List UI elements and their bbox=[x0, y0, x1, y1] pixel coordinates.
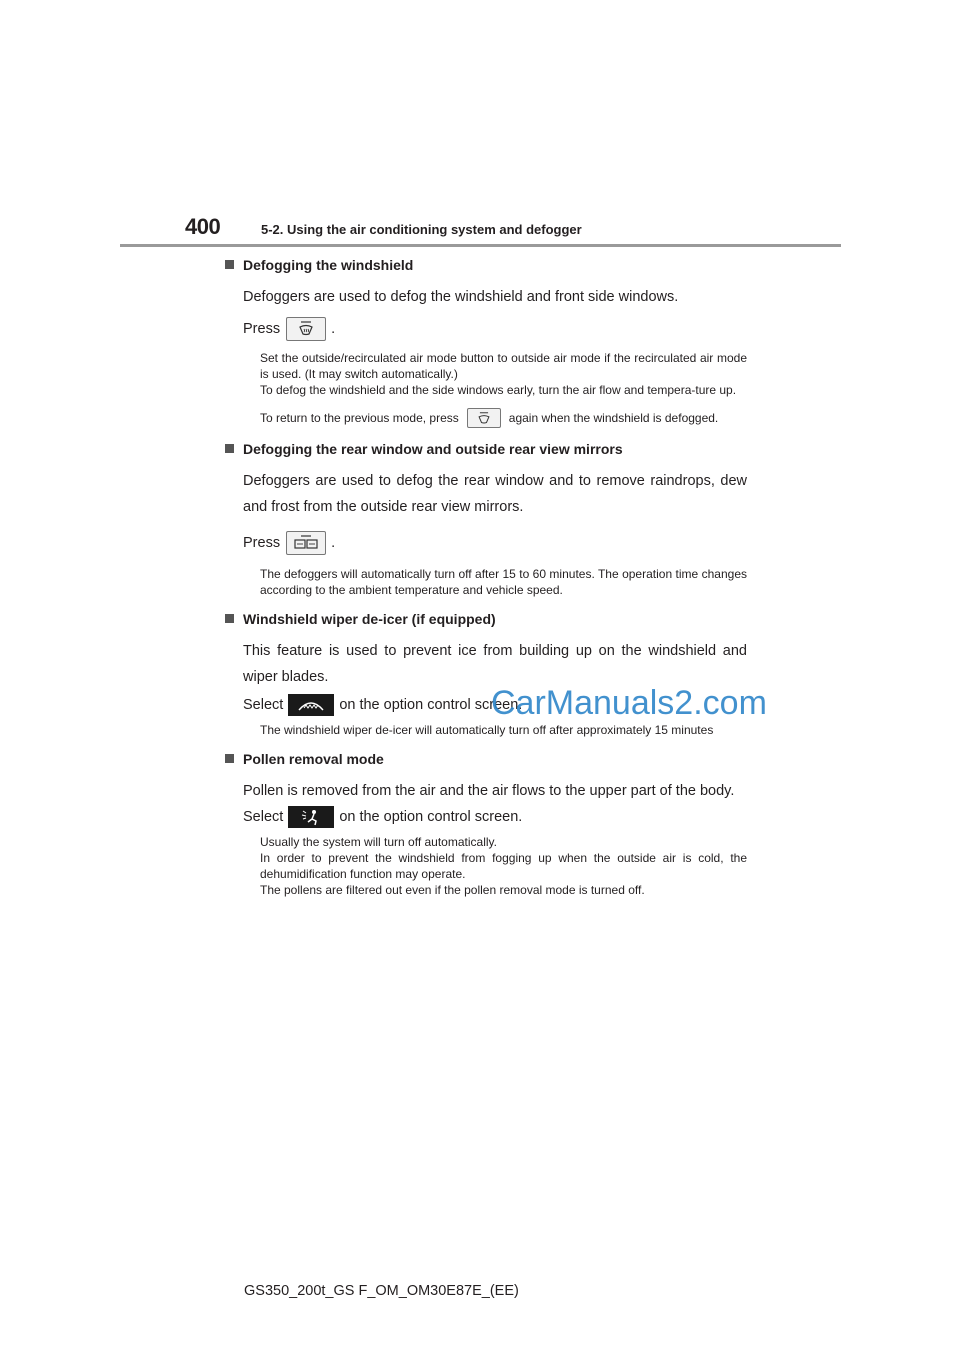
heading-text: Windshield wiper de-icer (if equipped) bbox=[243, 611, 496, 627]
paragraph: Pollen is removed from the air and the air flows to the upper part of the body. bbox=[243, 783, 735, 799]
heading-defog-rear bbox=[225, 440, 747, 458]
press-line bbox=[225, 530, 747, 556]
windshield-defogger-icon bbox=[467, 408, 501, 428]
bullet-square-icon bbox=[225, 614, 234, 623]
note-line: The windshield wiper de-icer will automatically turn off after approximately 15 minutes bbox=[260, 723, 714, 737]
section-title: 5-2. Using the air conditioning system and defogger bbox=[261, 222, 582, 237]
rear-defogger-icon bbox=[286, 531, 326, 555]
press-label: Press bbox=[243, 321, 281, 337]
note-line bbox=[260, 408, 747, 428]
note-line: Set the outside/recirculated air mode button to outside air mode if the recirculated air mode is used. (It may switch automatically.) bbox=[260, 351, 747, 381]
select-label: Select bbox=[243, 697, 284, 713]
page-number: 400 bbox=[185, 214, 221, 239]
paragraph: Defoggers are used to defog the rear window and to remove raindrops, dew and frost from the outside rear view mirrors. bbox=[243, 473, 747, 515]
note-text: again when the windshield is defogged. bbox=[508, 411, 719, 425]
footer-doc-id: GS350_200t_GS F_OM_OM30E87E_(EE) bbox=[244, 1283, 519, 1299]
header-rule bbox=[120, 244, 841, 247]
select-suffix: on the option control screen. bbox=[339, 697, 523, 713]
note bbox=[225, 566, 747, 598]
press-label: Press bbox=[243, 535, 281, 551]
content bbox=[225, 256, 747, 902]
note-line: In order to prevent the windshield from fogging up when the outside air is cold, the dehumidification function may operate. bbox=[260, 851, 747, 881]
heading-text: Defogging the rear window and outside rear view mirrors bbox=[243, 441, 623, 457]
note-line: Usually the system will turn off automatically. bbox=[260, 835, 497, 849]
heading-text: Pollen removal mode bbox=[243, 751, 384, 767]
pollen-removal-icon bbox=[288, 806, 334, 828]
heading-pollen-removal bbox=[225, 750, 747, 768]
heading-defog-windshield bbox=[225, 256, 747, 274]
select-suffix: on the option control screen. bbox=[339, 809, 523, 825]
heading-text: Defogging the windshield bbox=[243, 257, 414, 273]
note-line: The pollens are filtered out even if the pollen removal mode is turned off. bbox=[260, 883, 645, 897]
bullet-square-icon bbox=[225, 754, 234, 763]
note-text: To return to the previous mode, press bbox=[260, 411, 459, 425]
paragraph: Defoggers are used to defog the windshield and front side windows. bbox=[243, 289, 679, 305]
note bbox=[225, 722, 747, 738]
select-line bbox=[225, 804, 747, 830]
note bbox=[225, 834, 747, 898]
bullet-square-icon bbox=[225, 444, 234, 453]
wiper-deicer-icon bbox=[288, 694, 334, 716]
watermark: CarManuals2.com bbox=[491, 684, 767, 722]
note bbox=[225, 350, 747, 428]
paragraph: This feature is used to prevent ice from building up on the windshield and wiper blades. bbox=[243, 643, 747, 685]
windshield-defogger-icon bbox=[286, 317, 326, 341]
bullet-square-icon bbox=[225, 260, 234, 269]
note-line: To defog the windshield and the side windows early, turn the air flow and tempera-ture up. bbox=[260, 383, 737, 397]
press-line bbox=[225, 316, 747, 342]
heading-wiper-deicer bbox=[225, 610, 747, 628]
note-line: The defoggers will automatically turn off after 15 to 60 minutes. The operation time changes according to the ambient temperature and vehicle speed. bbox=[260, 567, 747, 597]
select-label: Select bbox=[243, 809, 284, 825]
press-suffix: . bbox=[331, 535, 336, 551]
press-suffix: . bbox=[331, 321, 336, 337]
